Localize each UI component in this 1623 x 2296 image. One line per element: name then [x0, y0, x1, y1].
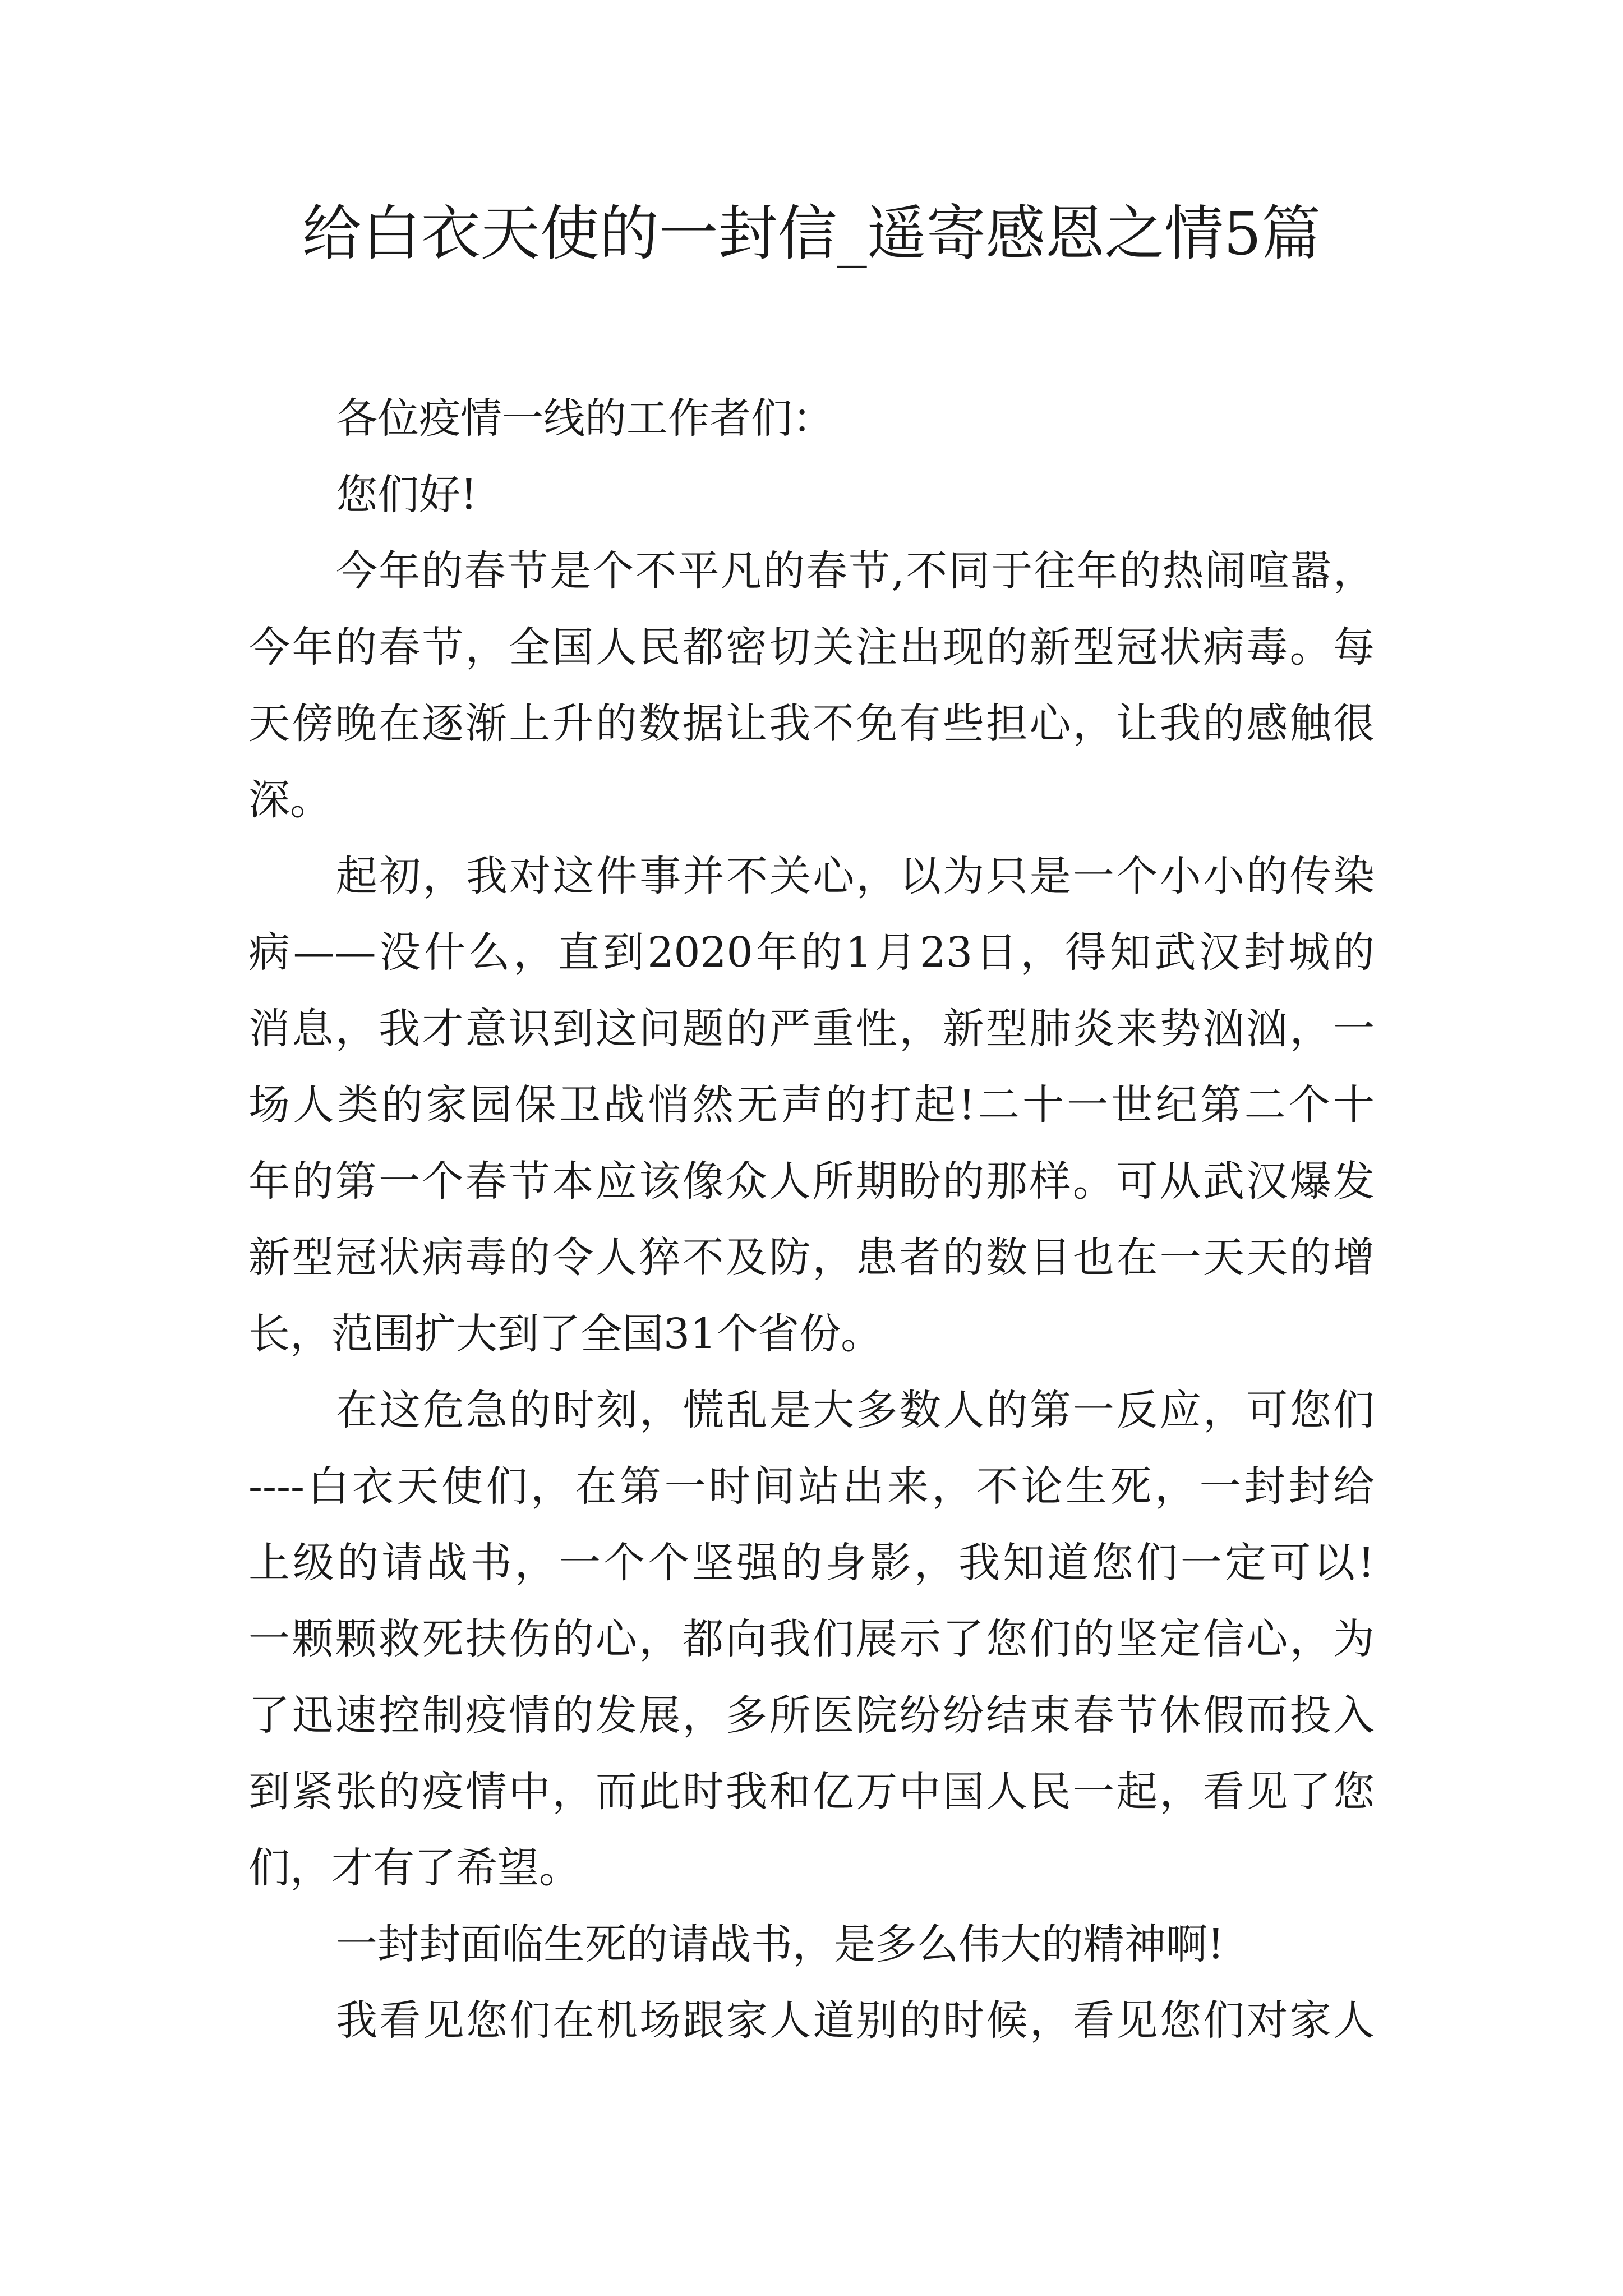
document-body	[248, 380, 1375, 2059]
text-line: 新型冠状病毒的令人猝不及防，患者的数目也在一天天的增	[248, 1234, 1375, 1282]
text-line: 今年的春节，全国人民都密切关注出现的新型冠状病毒。每	[248, 623, 1375, 671]
paragraph-body	[248, 1982, 1375, 2059]
paragraph-body	[248, 1372, 1375, 1906]
text-line: 上级的请战书，一个个坚强的身影，我知道您们一定可以!	[248, 1539, 1375, 1587]
text-line: 今年的春节是个不平凡的春节,不同于往年的热闹喧嚣，	[336, 547, 1375, 595]
paragraph-body	[248, 533, 1375, 838]
text-line: 一颗颗救死扶伤的心，都向我们展示了您们的坚定信心，为	[248, 1615, 1375, 1663]
text-line: 天傍晚在逐渐上升的数据让我不免有些担心，让我的感触很	[248, 700, 1375, 748]
text-line: 您们好!	[336, 471, 477, 519]
text-line: 起初，我对这件事并不关心，以为只是一个小小的传染	[336, 852, 1375, 900]
text-line: 在这危急的时刻，慌乱是大多数人的第一反应，可您们	[336, 1386, 1375, 1434]
paragraph-greeting	[248, 457, 1375, 533]
text-line: 病——没什么，直到2020年的1月23日，得知武汉封城的	[248, 928, 1375, 977]
text-line: 我看见您们在机场跟家人道别的时候，看见您们对家人	[336, 1996, 1375, 2045]
text-line: 年的第一个春节本应该像众人所期盼的那样。可从武汉爆发	[248, 1157, 1375, 1205]
paragraph-body	[248, 1906, 1375, 1982]
text-line: 消息，我才意识到这问题的严重性，新型肺炎来势汹汹，一	[248, 1005, 1375, 1053]
document-title: 给白衣天使的一封信_遥寄感恩之情5篇	[302, 199, 1321, 268]
text-line: 了迅速控制疫情的发展，多所医院纷纷结束春节休假而投入	[248, 1691, 1375, 1740]
paragraph-salutation	[248, 380, 1375, 457]
paragraph-body	[248, 838, 1375, 1372]
text-line: 一封封面临生死的请战书，是多么伟大的精神啊!	[336, 1920, 1224, 1968]
text-line: 深。	[248, 776, 331, 824]
text-line: 长，范围扩大到了全国31个省份。	[248, 1310, 883, 1358]
text-line: 场人类的家园保卫战悄然无声的打起!二十一世纪第二个十	[248, 1081, 1375, 1129]
text-line: ----白衣天使们，在第一时间站出来，不论生死，一封封给	[248, 1462, 1375, 1511]
text-line: 到紧张的疫情中，而此时我和亿万中国人民一起，看见了您	[248, 1768, 1375, 1816]
text-line: 各位疫情一线的工作者们：	[336, 394, 834, 443]
text-line: 们，才有了希望。	[248, 1844, 580, 1892]
